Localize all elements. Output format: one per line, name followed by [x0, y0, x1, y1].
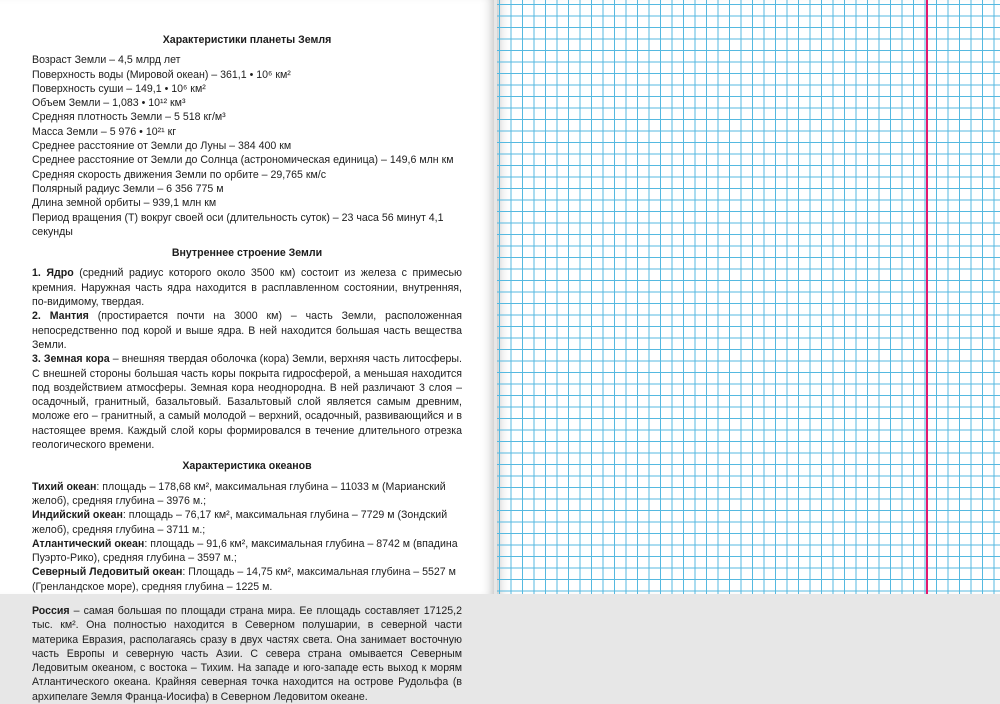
earth-line: Поверхность суши – 149,1 • 10⁶ км²: [32, 82, 206, 95]
structure-term: 3. Земная кора: [32, 353, 110, 366]
ocean-text: : площадь – 76,17 км², максимальная глубина – 7729 м (Зондский желоб), средняя глубина – 3711 м.;: [32, 509, 448, 536]
earth-line: Длина земной орбиты – 939,1 млн км: [32, 197, 217, 210]
ocean-text: : площадь – 178,68 км², максимальная глубина – 11033 м (Марианский желоб), средняя глубина – 3976 м.;: [32, 480, 446, 507]
earth-line: Период вращения (T) вокруг своей оси (длительность суток) – 23 часа 56 минут 4,1 секунды: [32, 211, 444, 238]
structure-item-core: [32, 266, 462, 309]
earth-line: Среднее расстояние от Земли до Солнца (астрономическая единица) – 149,6 млн км: [32, 154, 454, 167]
earth-line: Объем Земли – 1,083 • 10¹² км³: [32, 97, 186, 110]
earth-line: Средняя плотность Земли – 5 518 кг/м³: [32, 111, 226, 124]
earth-line: Возраст Земли – 4,5 млрд лет: [32, 54, 181, 67]
ocean-item-arctic: [32, 565, 462, 594]
structure-term: 2. Мантия: [32, 310, 89, 323]
structure-item-mantle: [32, 309, 462, 352]
ocean-text: : Площадь – 14,75 км², максимальная глубина – 5527 м (Гренландское море), средняя глубина – 1225 м.: [32, 566, 456, 593]
earth-line: Масса Земли – 5 976 • 10²¹ кг: [32, 125, 177, 138]
structure-text: – внешняя твердая оболочка (кора) Земли, верхняя часть литосферы. С внешней стороны большая часть коры покрыта гидросферой, а меньшая находится под воздействием атмосферы. Земная кора неоднородна. В ней различают 3 слоя – осадочный, гранитный, базальтовый. Базальтовый слой является самым древним, моложе его – гранитный, а самый молодой – верхний, осадочный, развивающийся и в настоящее время. Каждый слой коры формировался в течение длительного отрезка геологического времени.: [32, 353, 462, 452]
ocean-item-indian: [32, 508, 462, 537]
structure-title: Внутреннее строение Земли: [171, 247, 323, 260]
ocean-term: Индийский океан: [32, 509, 123, 522]
grid-page: [497, 0, 1000, 594]
russia-text: – самая большая по площади страна мира. Ее площадь составляет 17125,2 тыс. км². Она полностью находится в Северном полушарии, в северной части материка Евразия, располагаясь сразу в двух частях света. Она занимает восточную часть Европы и северную часть Азии. С севера страна омывается Северным Ледовитым океаном, с востока – Тихим. На западе и юго-западе есть выход к морям Атлантического океана. Крайняя северная точка находится на острове Рудольфа (в архипелаге Земля Франца-Иосифа) в Северном Ледовитом океане.: [32, 604, 462, 703]
ocean-term: Атлантический океан: [32, 537, 145, 550]
structure-term: 1. Ядро: [32, 267, 74, 280]
earth-line: Полярный радиус Земли – 6 356 775 м: [32, 182, 224, 195]
structure-item-crust: [32, 352, 462, 452]
structure-text: (простирается почти на 3000 км) – часть Земли, расположенная непосредственно под корой и выше ядра. В ней находится большая часть вещества Земли.: [32, 310, 462, 351]
structure-text: (средний радиус которого около 3500 км) состоит из железа с примесью кремния. Наружная часть ядра находится в расплавленном состоянии, внутренняя, по-видимому, твердая.: [32, 267, 462, 309]
reference-page: [0, 0, 494, 703]
ocean-term: Тихий океан: [32, 480, 97, 493]
ocean-item-pacific: [32, 480, 462, 509]
reference-text: [32, 33, 462, 704]
russia-paragraph: [32, 604, 462, 704]
ocean-text: : площадь – 91,6 км², максимальная глубина – 8742 м (впадина Пуэрто-Рико), средняя глубина – 3597 м.;: [32, 537, 458, 565]
earth-line: Средняя скорость движения Земли по орбите – 29,765 км/с: [32, 168, 327, 181]
russia-term: Россия: [32, 604, 70, 617]
ocean-term: Северный Ледовитый океан: [32, 566, 183, 579]
ocean-item-atlantic: [32, 537, 462, 566]
margin-line: [926, 0, 928, 594]
earth-title: Характеристики планеты Земля: [162, 34, 332, 46]
oceans-title: Характеристика океанов: [182, 460, 312, 473]
earth-line: Среднее расстояние от Земли до Луны – 384 400 км: [32, 140, 292, 153]
earth-line: Поверхность воды (Мировой океан) – 361,1 • 10⁶ км²: [32, 68, 291, 81]
graph-paper-grid: [497, 0, 1000, 594]
